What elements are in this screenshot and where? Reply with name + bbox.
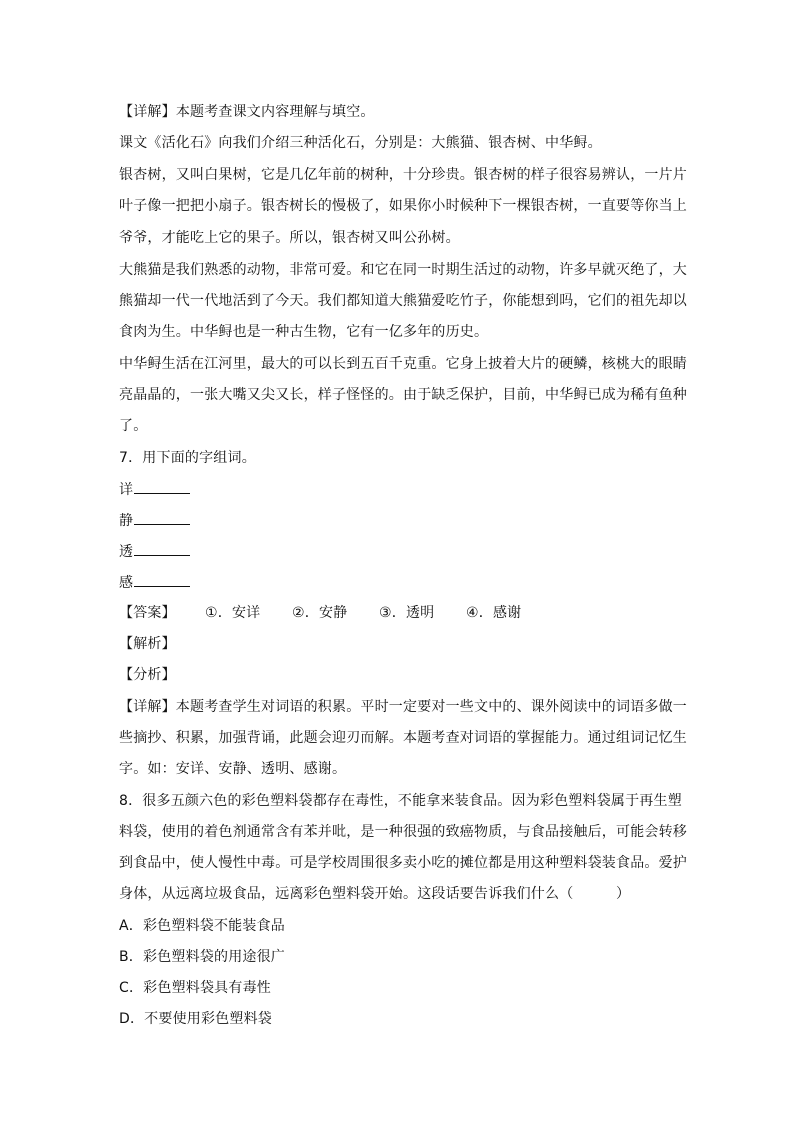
paragraph-sturgeon-line: 中华鲟生活在江河里，最大的可以长到五百千克重。它身上披着大片的硬鳞，核桃大的眼睛: [119, 356, 687, 372]
fill-char: 透: [119, 544, 134, 560]
detail-label: 【详解】: [119, 104, 176, 120]
fill-char: 详: [119, 482, 134, 498]
question7-detail-line: 些摘抄、积累，加强背诵，此题会迎刃而解。本题考查对词语的掌握能力。通过组词记忆生: [119, 730, 687, 746]
answer-item: ①．安详: [205, 605, 261, 621]
answer-blank: [134, 510, 190, 525]
paragraph-ginkgo-line: 叶子像一把把小扇子。银杏树长的慢极了，如果你小时候种下一棵银杏树，一直要等你当上: [119, 198, 687, 214]
option-c: C．彩色塑料袋具有毒性: [119, 980, 271, 996]
detail-text: 本题考查课文内容理解与填空。: [175, 104, 375, 120]
fill-char: 静: [119, 513, 134, 529]
fill-blank-row: [119, 572, 190, 593]
detail-heading: [119, 102, 375, 122]
paragraph-panda-line: 食肉为生。中华鲟也是一种古生物，它有一亿多年的历史。: [119, 324, 489, 340]
option-d: D．不要使用彩色塑料袋: [119, 1011, 272, 1027]
answer-blank: [134, 479, 190, 494]
paragraph-panda-line: 大熊猫是我们熟悉的动物，非常可爱。和它在同一时期生活过的动物，许多早就灭绝了，大: [119, 262, 687, 278]
paragraph-ginkgo-line: 爷爷，才能吃上它的果子。所以，银杏树又叫公孙树。: [119, 230, 460, 246]
fill-blank-row: [119, 541, 190, 562]
answer-item: ④．感谢: [466, 605, 522, 621]
answer-label: 【答案】: [119, 605, 176, 621]
paragraph-sturgeon-line: 亮晶晶的，一张大嘴又尖又长，样子怪怪的。由于缺乏保护，目前，中华鲟已成为稀有鱼种: [119, 387, 687, 403]
question8-stem-line: 料袋，使用的着色剂通常含有苯并吡，是一种很强的致癌物质，与食品接触后，可能会转移: [119, 824, 687, 840]
option-b: B．彩色塑料袋的用途很广: [119, 949, 286, 965]
fenxi-label: 【分析】: [119, 667, 176, 683]
question7-detail-line: 字。如：安详、安静、透明、感谢。: [119, 761, 347, 777]
question8-stem-line: 身体，从远离垃圾食品，远离彩色塑料袋开始。这段话要告诉我们什么（ ）: [119, 886, 631, 902]
answer-blank: [134, 572, 190, 587]
paragraph-intro: 课文《活化石》向我们介绍三种活化石，分别是：大熊猫、银杏树、中华鲟。: [119, 135, 602, 151]
answer-item: ②．安静: [292, 605, 348, 621]
paragraph-ginkgo-line: 银杏树，又叫白果树，它是几亿年前的树种，十分珍贵。银杏树的样子很容易辨认，一片片: [119, 167, 687, 183]
fill-blank-row: [119, 510, 190, 531]
question8-stem-line: 8．很多五颜六色的彩色塑料袋都存在毒性，不能拿来装食品。因为彩色塑料袋属于再生塑: [119, 793, 682, 809]
question7-detail-line: 【详解】本题考查学生对词语的积累。平时一定要对一些文中的、课外阅读中的词语多做一: [119, 699, 687, 715]
question8-stem-line: 到食品中，使人慢性中毒。可是学校周围很多卖小吃的摊位都是用这种塑料袋装食品。爱护: [119, 855, 687, 871]
paragraph-sturgeon-line: 了。: [119, 418, 148, 434]
fill-char: 感: [119, 575, 134, 591]
fill-blank-row: [119, 479, 190, 500]
analysis-label: 【解析】: [119, 636, 176, 652]
paragraph-panda-line: 熊猫却一代一代地活到了今天。我们都知道大熊猫爱吃竹子，你能想到吗，它们的祖先却以: [119, 293, 687, 309]
answer-blank: [134, 541, 190, 556]
answer-row: [119, 603, 521, 623]
answer-item: ③．透明: [379, 605, 435, 621]
question7-stem: 7．用下面的字组词。: [119, 450, 256, 466]
option-a: A．彩色塑料袋不能装食品: [119, 918, 285, 934]
